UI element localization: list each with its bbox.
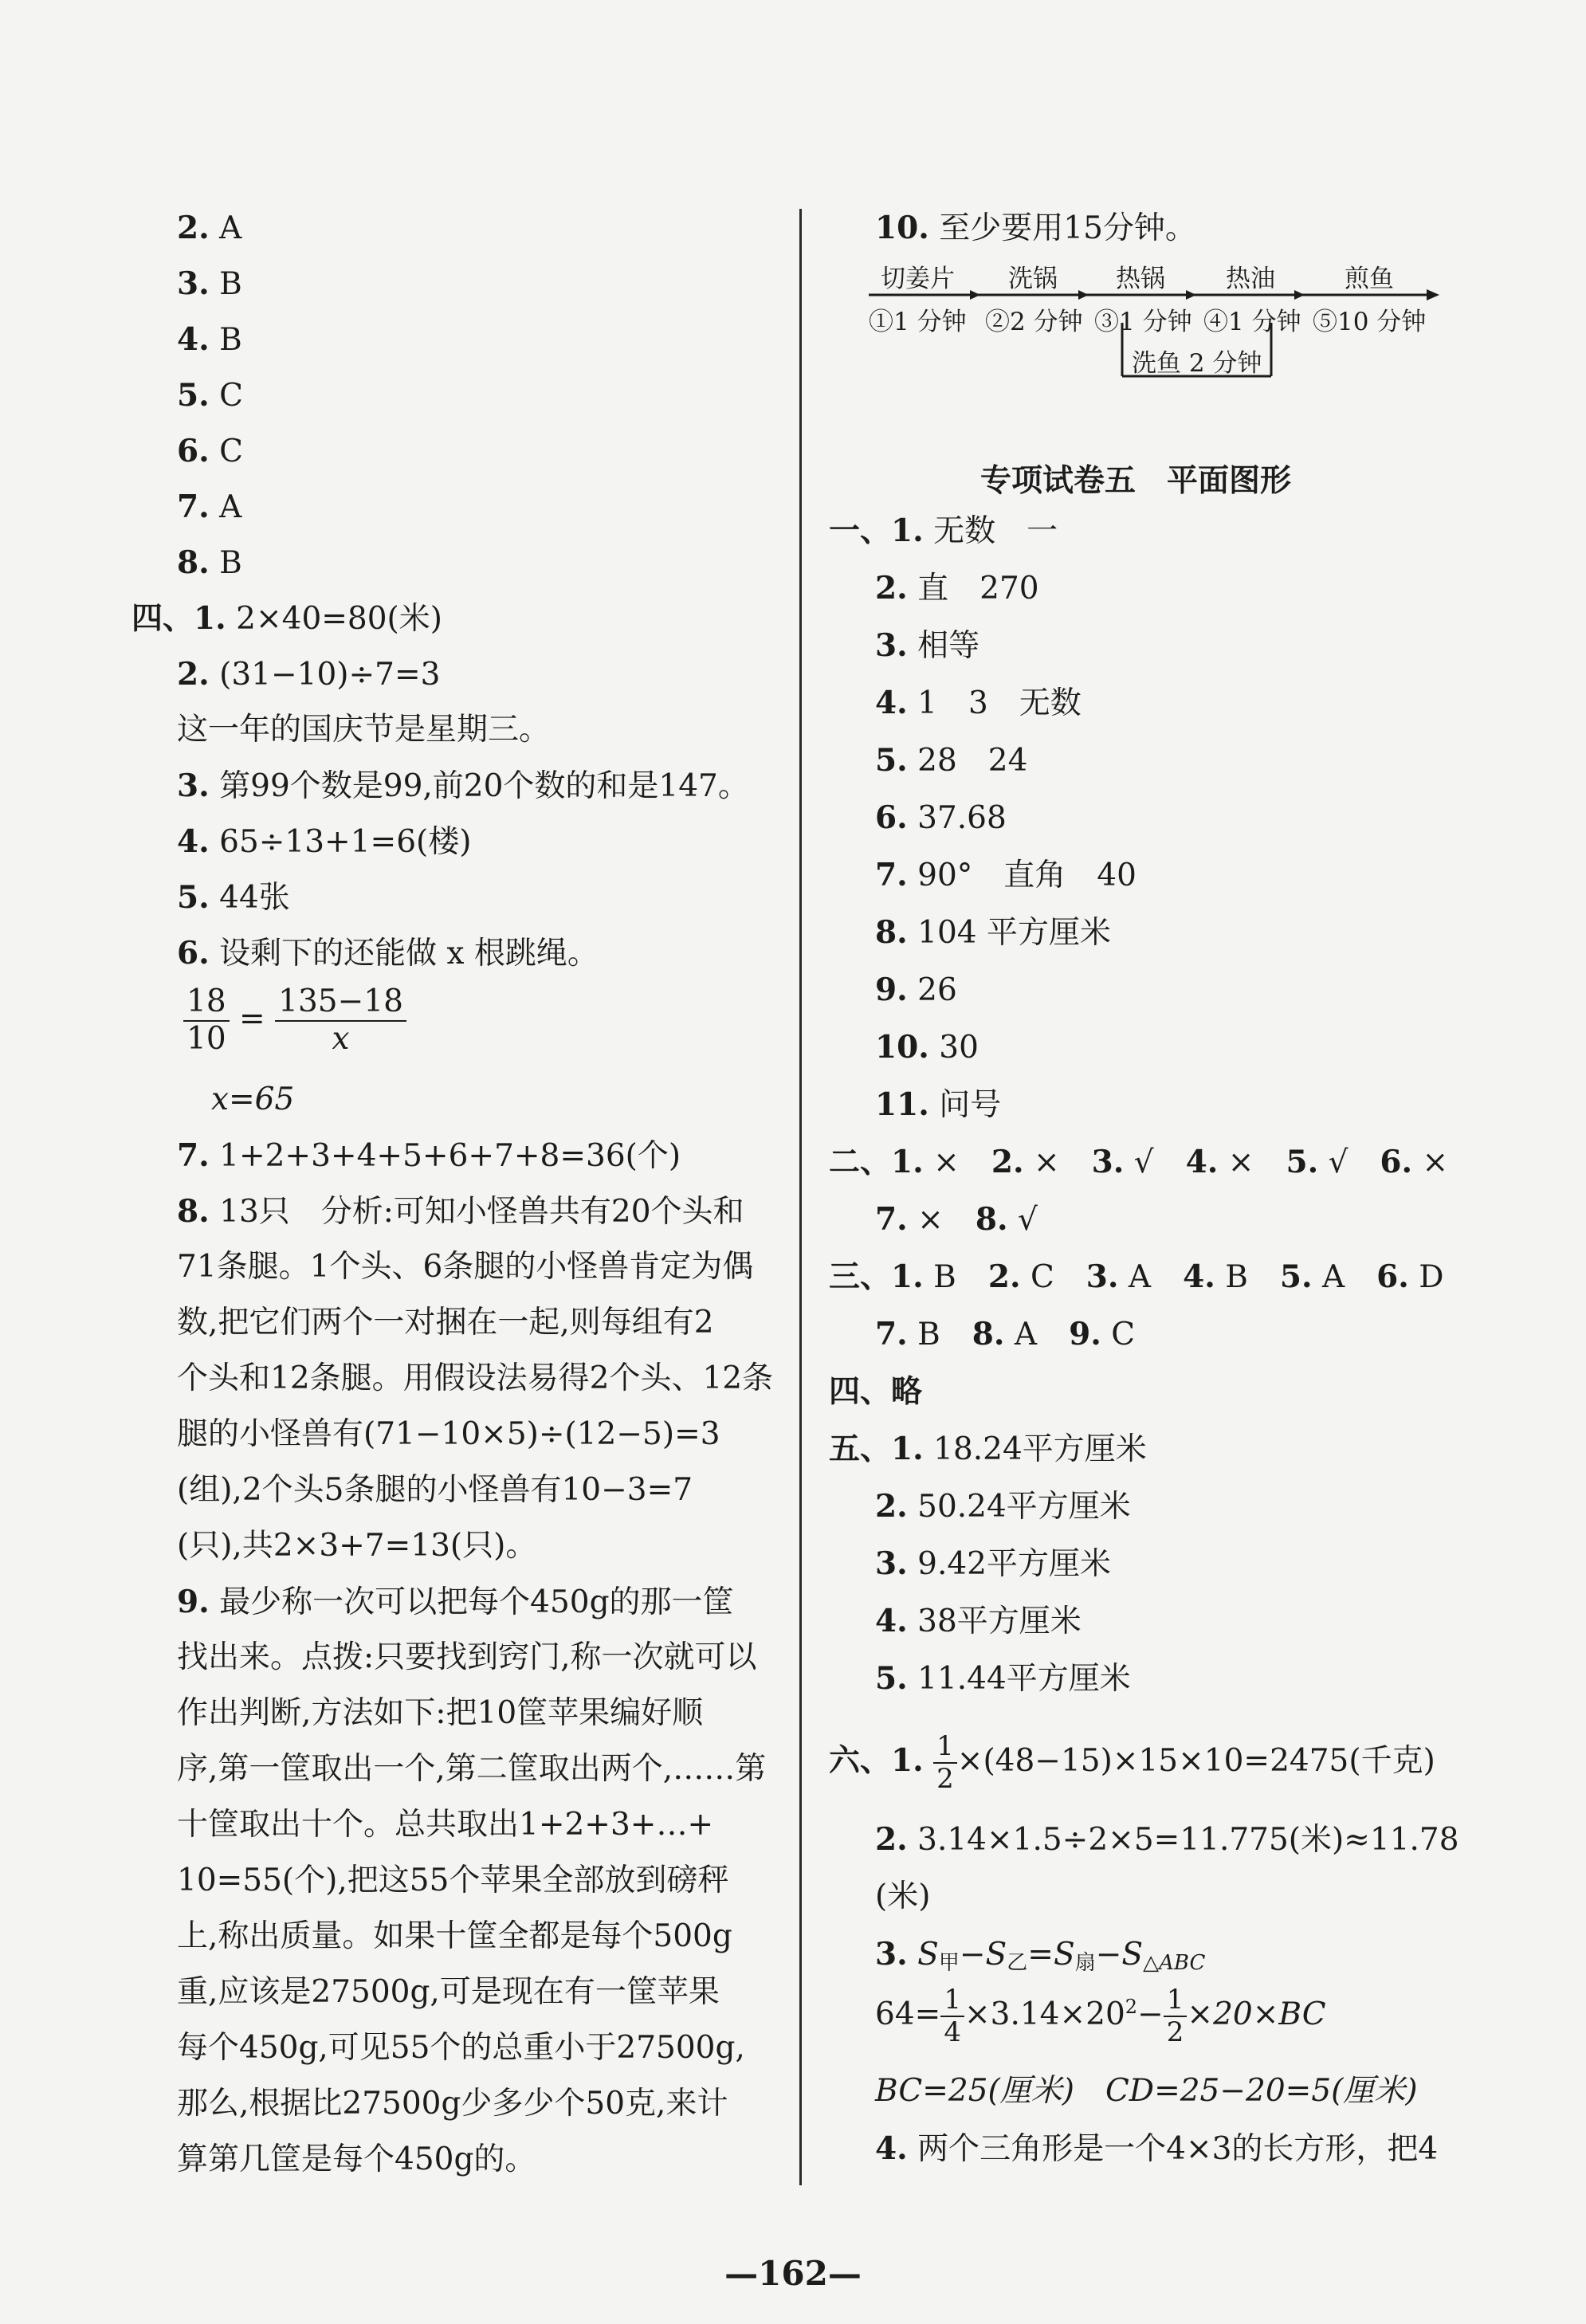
flow-step-4-label: 热油: [1226, 265, 1275, 293]
section4-q7: 7. 1+2+3+4+5+6+7+8=36(个): [177, 1137, 681, 1174]
r-s1-q4: 4. 1 3 无数: [875, 685, 1082, 721]
r-s4: 四、略: [829, 1373, 923, 1410]
flow-parallel-step: 洗鱼 2 分钟: [1132, 349, 1262, 378]
section4-q8-line1: 8. 13只 分析:可知小怪兽共有20个头和: [177, 1193, 744, 1230]
section4-q9-line10: 那么,根据比27500g少多少个50克,来计: [177, 2086, 728, 2122]
section4-q9-line11: 算第几筐是每个450g的。: [177, 2141, 536, 2177]
r-s5-q1: 五、1. 18.24平方厘米: [829, 1431, 1147, 1467]
r-s6-q2-cont: (米): [875, 1878, 931, 1914]
section4-q9-line4: 序,第一筐取出一个,第二筐取出两个,……第: [177, 1751, 767, 1787]
r-s5-q5: 5. 11.44平方厘米: [875, 1660, 1131, 1697]
r-s2-row1: 二、1. × 2. × 3. √ 4. × 5. √ 6. ×: [829, 1144, 1449, 1180]
page-number: —162—: [724, 2254, 862, 2293]
r-s1-q1: 一、1. 无数 一: [829, 512, 1058, 549]
r-s1-q8: 8. 104 平方厘米: [875, 914, 1111, 951]
section4-q9-line2: 找出来。点拨:只要找到窍门,称一次就可以: [177, 1639, 757, 1675]
answer-4: 4. B: [177, 321, 242, 358]
section4-q8-line7: (只),共2×3+7=13(只)。: [177, 1528, 537, 1564]
section4-q5: 5. 44张: [177, 879, 290, 916]
r-s5-q3: 3. 9.42平方厘米: [875, 1545, 1111, 1582]
q10: 10. 至少要用15分钟。: [875, 210, 1196, 246]
section4-q9-line3: 作出判断,方法如下:把10筐苹果编好顺: [177, 1695, 704, 1731]
section4-q8-line3: 数,把它们两个一对捆在一起,则每组有2: [177, 1305, 714, 1341]
r-s1-q6: 6. 37.68: [875, 799, 1007, 836]
r-s1-q3: 3. 相等: [875, 627, 980, 664]
flow-step-3-label: 热锅: [1116, 265, 1165, 293]
section4-q9-line1: 9. 最少称一次可以把每个450g的那一筐: [177, 1584, 734, 1620]
r-s1-q11: 11. 问号: [875, 1086, 1002, 1123]
section4-q2-answer: 这一年的国庆节是星期三。: [177, 712, 551, 748]
section4-q8-line6: (组),2个头5条腿的小怪兽有10−3=7: [177, 1472, 693, 1508]
r-s6-q1: 六、1. $\frac{1}{2}$ ×(48−15)×15×10=2475(千克): [829, 1730, 1435, 1796]
flow-step-5-time: ⑤10 分钟: [1313, 308, 1427, 336]
section4-q8-line5: 腿的小怪兽有(71−10×5)÷(12−5)=3: [177, 1416, 720, 1452]
section4-q1: 四、1. 2×40=80(米): [132, 600, 442, 637]
section4-q6-answer: x=65: [211, 1082, 295, 1117]
answer-6: 6. C: [177, 433, 243, 469]
section4-q9-line5: 十筐取出十个。总共取出1+2+3+…+: [177, 1807, 714, 1843]
r-s1-q5: 5. 28 24: [875, 742, 1028, 779]
r-s5-q2: 2. 50.24平方厘米: [875, 1488, 1131, 1525]
r-s5-q4: 4. 38平方厘米: [875, 1603, 1082, 1639]
answer-8: 8. B: [177, 544, 242, 581]
answer-5: 5. C: [177, 377, 243, 414]
section4-q9-line7: 上,称出质量。如果十筐全都是每个500g: [177, 1918, 732, 1954]
section4-q8-line4: 个头和12条腿。用假设法易得2个头、12条: [177, 1360, 774, 1396]
section4-q8-line2: 71条腿。1个头、6条腿的小怪兽肯定为偶: [177, 1249, 754, 1285]
section4-q9-line8: 重,应该是27500g,可是现在有一筐苹果: [177, 1974, 720, 2010]
section4-q6: 6. 设剩下的还能做 x 根跳绳。: [177, 935, 599, 972]
r-s6-q3: 3. $S_甲-S_乙=S_扇-S_{\triangle ABC}$: [875, 1936, 1206, 1975]
r-s6-q4: 4. 两个三角形是一个4×3的长方形，把4: [875, 2130, 1439, 2167]
r-s6-q3-answer: BC=25(厘米) CD=25−20=5(厘米): [875, 2073, 1418, 2109]
r-s3-row2: 7. B 8. A 9. C: [875, 1316, 1136, 1352]
r-s1-q9: 9. 26: [875, 972, 957, 1008]
flow-step-1-label: 切姜片: [881, 265, 955, 293]
section4-q4: 4. 65÷13+1=6(楼): [177, 823, 472, 860]
r-s1-q2: 2. 直 270: [875, 570, 1039, 607]
r-s1-q7: 7. 90° 直角 40: [875, 857, 1137, 893]
r-s1-q10: 10. 30: [875, 1029, 979, 1066]
r-s3-row1: 三、1. B 2. C 3. A 4. B 5. A 6. D: [829, 1258, 1444, 1295]
section4-q9-line6: 10=55(个),把这55个苹果全部放到磅秤: [177, 1863, 729, 1898]
r-s2-row2: 7. × 8. √: [875, 1201, 1038, 1238]
answer-3: 3. B: [177, 265, 242, 302]
fraction-equation: $\frac{18}{10}$ = $\frac{135-18}{x}$: [183, 984, 406, 1058]
column-divider: [799, 209, 802, 2185]
section4-q2: 2. (31−10)÷7=3: [177, 656, 441, 693]
section4-q3: 3. 第99个数是99,前20个数的和是147。: [177, 767, 749, 804]
flow-step-1-time: ①1 分钟: [869, 308, 967, 336]
answer-2: 2. A: [177, 210, 242, 246]
section-title: 专项试卷五 平面图形: [980, 463, 1292, 499]
flow-step-3-time: ③1 分钟: [1094, 308, 1192, 336]
r-s6-q3-equation: 64= $\frac{1}{4}$ $\times 3.14\times 20^2-$ $\frac{1}{2}$ ×20×BC: [875, 1984, 1326, 2049]
process-flow-diagram: [869, 255, 1443, 383]
answer-7: 7. A: [177, 489, 242, 525]
flow-step-5-label: 煎鱼: [1345, 265, 1394, 293]
r-s6-q2: 2. 3.14×1.5÷2×5=11.775(米)≈11.78: [875, 1821, 1459, 1858]
flow-step-2-time: ②2 分钟: [985, 308, 1083, 336]
flow-step-2-label: 洗锅: [1008, 265, 1058, 293]
section4-q9-line9: 每个450g,可见55个的总重小于27500g,: [177, 2030, 745, 2066]
flow-step-4-time: ④1 分钟: [1203, 308, 1301, 336]
